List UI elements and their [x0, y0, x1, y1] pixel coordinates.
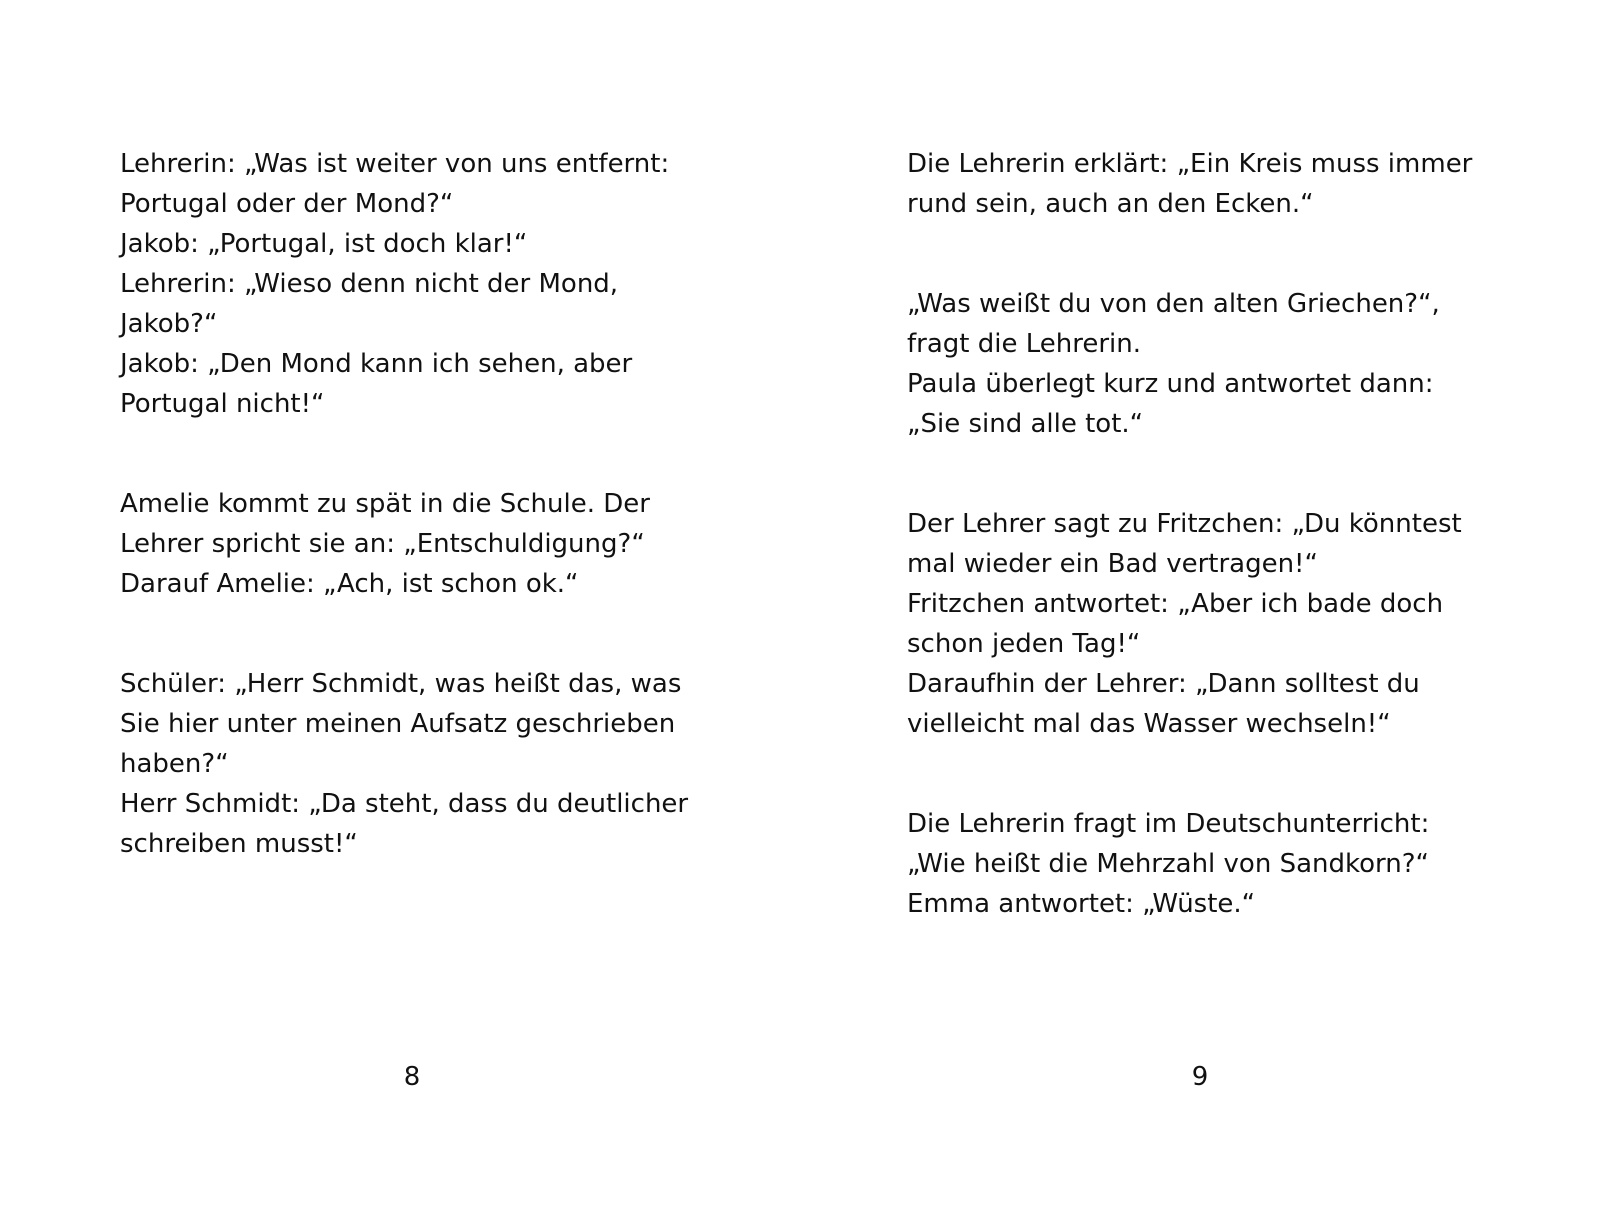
joke-line: Portugal nicht!“	[120, 389, 325, 419]
joke-line: Lehrerin: „Was ist weiter von uns entfernt:	[120, 149, 670, 179]
joke-sandkorn	[907, 804, 1429, 924]
joke-line: mal wieder ein Bad vertragen!“	[907, 549, 1318, 579]
page-number: 8	[403, 1062, 421, 1092]
joke-line: Amelie kommt zu spät in die Schule. Der	[120, 489, 650, 519]
joke-line: Fritzchen antwortet: „Aber ich bade doch	[907, 589, 1444, 619]
joke-line: rund sein, auch an den Ecken.“	[907, 189, 1314, 219]
joke-line: Emma antwortet: „Wüste.“	[907, 889, 1256, 919]
joke-line: „Wie heißt die Mehrzahl von Sandkorn?“	[907, 849, 1430, 879]
joke-ancient-greeks	[907, 284, 1440, 444]
joke-line: haben?“	[120, 749, 229, 779]
joke-line: fragt die Lehrerin.	[907, 329, 1141, 359]
right-page	[800, 0, 1600, 1215]
joke-amelie-late	[120, 484, 650, 604]
joke-line: Lehrer spricht sie an: „Entschuldigung?“	[120, 529, 645, 559]
joke-line: schon jeden Tag!“	[907, 629, 1141, 659]
joke-line: Jakob: „Den Mond kann ich sehen, aber	[120, 349, 633, 379]
joke-line: Die Lehrerin erklärt: „Ein Kreis muss immer	[907, 149, 1473, 179]
joke-line: Sie hier unter meinen Aufsatz geschrieben	[120, 709, 676, 739]
joke-herr-schmidt	[120, 664, 688, 864]
joke-line: Daraufhin der Lehrer: „Dann solltest du	[907, 669, 1420, 699]
joke-line: Lehrerin: „Wieso denn nicht der Mond,	[120, 269, 619, 299]
joke-line: Portugal oder der Mond?“	[120, 189, 454, 219]
joke-circle-corners	[907, 144, 1472, 224]
joke-line: Herr Schmidt: „Da steht, dass du deutlicher	[120, 789, 689, 819]
joke-portugal-moon	[120, 144, 669, 424]
joke-line: „Was weißt du von den alten Griechen?“,	[907, 289, 1440, 319]
joke-line: Paula überlegt kurz und antwortet dann:	[907, 369, 1434, 399]
joke-line: Jakob?“	[120, 309, 218, 339]
joke-line: Jakob: „Portugal, ist doch klar!“	[120, 229, 528, 259]
joke-line: „Sie sind alle tot.“	[907, 409, 1144, 439]
joke-fritzchen-bath	[907, 504, 1462, 744]
joke-line: Die Lehrerin fragt im Deutschunterricht:	[907, 809, 1430, 839]
joke-line: Der Lehrer sagt zu Fritzchen: „Du könntest	[907, 509, 1462, 539]
joke-line: schreiben musst!“	[120, 829, 358, 859]
joke-line: Schüler: „Herr Schmidt, was heißt das, was	[120, 669, 682, 699]
joke-line: Darauf Amelie: „Ach, ist schon ok.“	[120, 569, 579, 599]
joke-line: vielleicht mal das Wasser wechseln!“	[907, 709, 1391, 739]
page-number: 9	[1191, 1062, 1209, 1092]
